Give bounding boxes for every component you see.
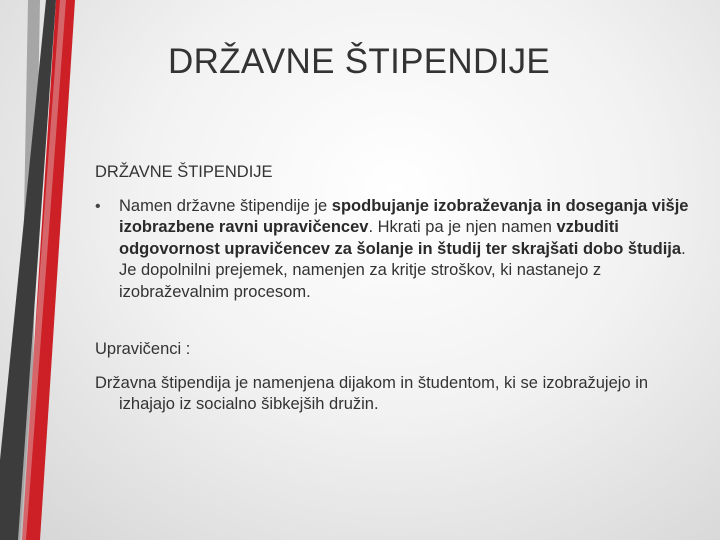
bullet-bold-1: spodbujanje izobraževanja in doseganja višje izobrazbene ravni upravičencev (119, 196, 689, 236)
bullet-text-1: Namen državne štipendije je (119, 196, 332, 215)
bullet-text-2: . Hkrati pa je njen namen (368, 218, 557, 236)
bullet-icon: • (95, 197, 101, 215)
subheading: DRŽAVNE ŠTIPENDIJE (95, 163, 273, 181)
bullet-bold-2: vzbuditi odgovornost upravičencev za šolanje in študij ter skrajšati dobo študija (119, 218, 682, 258)
bullet-text-3: . Je dopolnilni prejemek, namenjen za kritje stroškov, ki nastanejo z izobraževalnim procesom. (119, 239, 686, 301)
slide-body (95, 162, 695, 416)
eligibility-section (95, 339, 695, 416)
eligible-label: Upravičenci : (95, 340, 191, 358)
bullet-paragraph (119, 196, 695, 304)
slide-title: DRŽAVNE ŠTIPENDIJE (168, 42, 551, 81)
eligible-text: Državna štipendija je namenjena dijakom in študentom, ki se izobražujejo in izhajajo iz socialno šibkejših družin. (95, 373, 649, 413)
decorative-stripes (0, 0, 100, 540)
bullet-item (95, 196, 695, 304)
